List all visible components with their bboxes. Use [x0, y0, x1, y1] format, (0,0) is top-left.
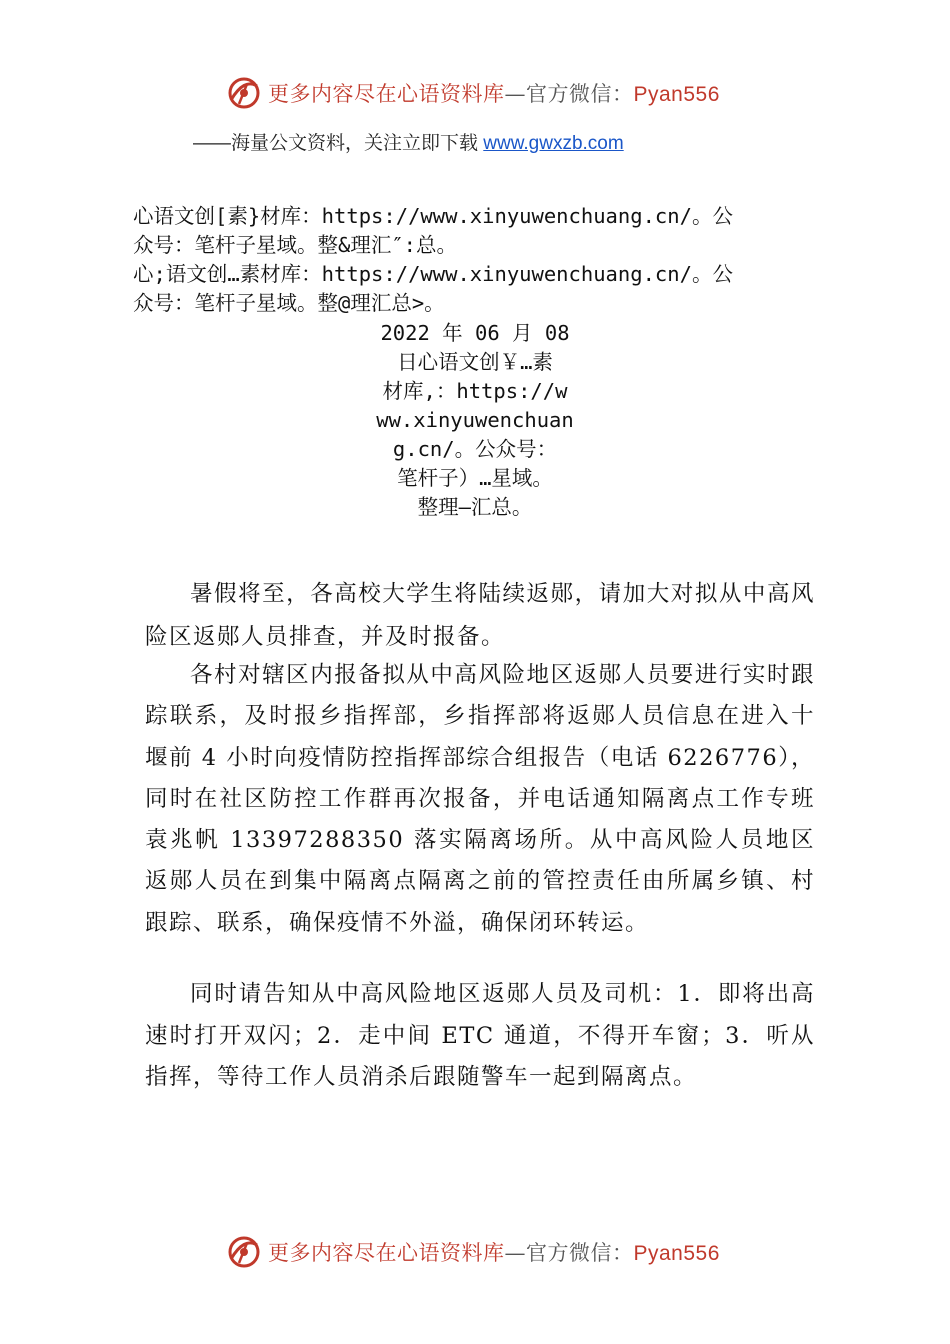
date-line: 整理—汇总。	[417, 495, 533, 519]
download-link[interactable]: www.gwxzb.com	[483, 133, 624, 154]
footer-banner	[0, 1233, 950, 1273]
banner-wechat-id: Pyan556	[633, 83, 720, 106]
watermark-line-3: 心;语文创…素材库：https://www.xinyuwenchuang.cn/。公	[133, 262, 733, 286]
banner-wechat-label: 官方微信：	[526, 1241, 634, 1265]
body-paragraph-2	[145, 655, 815, 944]
banner-text	[268, 1237, 720, 1267]
watermark-line-2: 众号：笔杆子星域。整&理汇″:总。	[133, 233, 458, 257]
banner-main-text: 更多内容尽在心语资料库	[268, 82, 505, 106]
date-line: 笔杆子）…星域。	[397, 466, 553, 490]
date-line: g.cn/。公众号：	[392, 437, 558, 461]
banner-dash: —	[504, 1241, 526, 1265]
date-line: 日心语文创￥…素	[397, 350, 553, 374]
date-block	[360, 319, 590, 522]
brand-logo-icon	[225, 1233, 263, 1271]
subtitle	[193, 128, 624, 155]
subtitle-text: ——海量公文资料，关注立即下载	[193, 133, 484, 154]
banner-text	[268, 78, 720, 108]
paragraph-text: 各村对辖区内报备拟从中高风险地区返郧人员要进行实时跟踪联系，及时报乡指挥部，乡指挥部将返郧人员信息在进入十堰前 4 小时向疫情防控指挥部综合组报告（电话 6226776），同时在社区防控工作群再次报备，并电话通知隔离点工作专班袁兆帆 13397288350 落实隔离场所。从中高风险人员地区返郧人员在到集中隔离点隔离之前的管控责任由所属乡镇、村跟踪、联系，确保疫情不外溢，确保闭环转运。	[145, 662, 815, 936]
paragraph-text: 暑假将至，各高校大学生将陆续返郧，请加大对拟从中高风险区返郧人员排查，并及时报备。	[145, 581, 815, 650]
header-banner	[0, 74, 950, 114]
paragraph-text: 同时请告知从中高风险地区返郧人员及司机：1．即将出高速时打开双闪；2．走中间 ETC 通道，不得开车窗；3．听从指挥，等待工作人员消杀后跟随警车一起到隔离点。	[145, 981, 815, 1090]
date-line: 材库,：https://w	[382, 379, 568, 403]
body-paragraph-1	[145, 573, 815, 659]
banner-main-text: 更多内容尽在心语资料库	[268, 1241, 505, 1265]
body-paragraph-3	[145, 974, 815, 1099]
date-line: 2022 年 06 月 08	[380, 321, 570, 345]
date-line: ww.xinyuwenchuan	[376, 408, 574, 432]
banner-wechat-id: Pyan556	[633, 1242, 720, 1265]
banner-dash: —	[504, 82, 526, 106]
brand-logo-icon	[225, 74, 263, 112]
watermark-line-4: 众号：笔杆子星域。整@理汇总>。	[133, 291, 445, 315]
watermark-line-1: 心语文创[素}材库：https://www.xinyuwenchuang.cn/。公	[133, 204, 733, 228]
banner-wechat-label: 官方微信：	[526, 82, 634, 106]
